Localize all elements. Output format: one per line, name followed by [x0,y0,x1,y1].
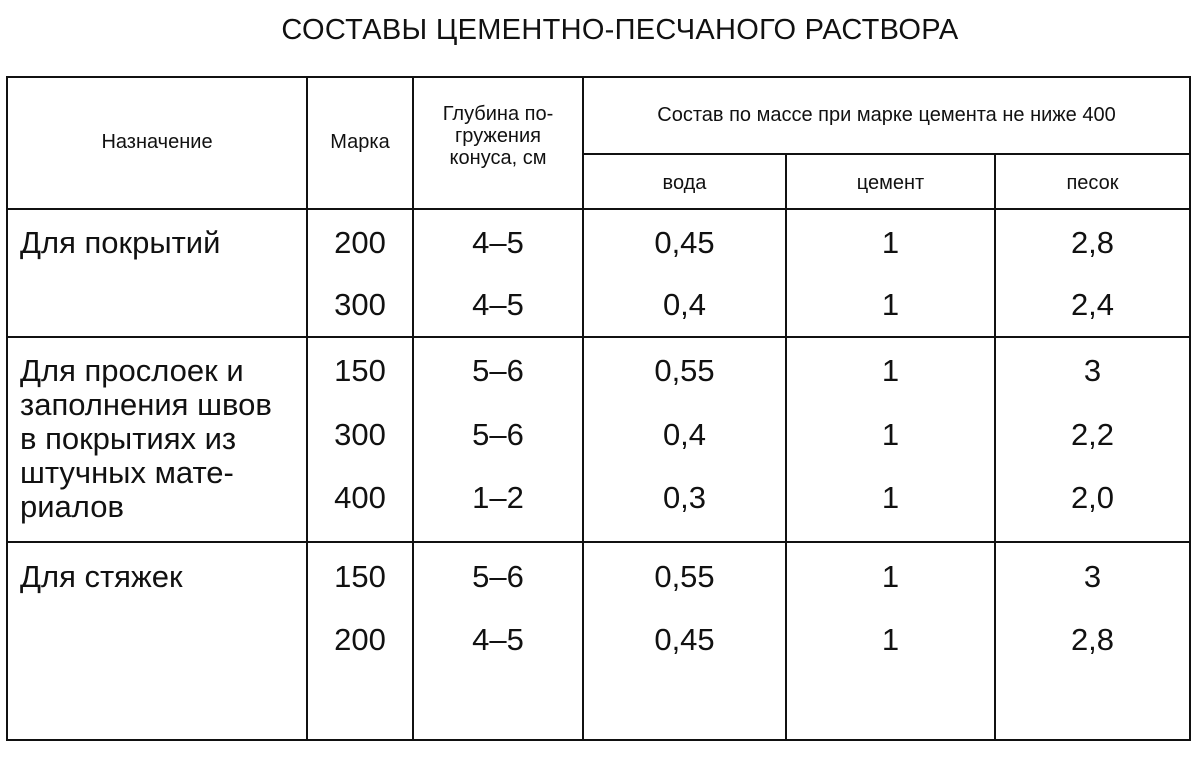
purpose-cell: Для прослоек и заполнения швов в покрытиях из штучных мате- риалов [20,353,272,524]
cement-cell: 1 [881,353,900,388]
depth-cell: 4–5 [472,287,524,322]
depth-cell: 5–6 [472,353,524,388]
grade-cell: 200 [334,622,386,657]
grade-cell: 200 [334,225,386,260]
header-composition: Состав по массе при марке цемента не ниже 400 [657,104,1116,126]
grid-line [6,208,1191,210]
water-cell: 0,3 [662,480,707,515]
sand-cell: 2,8 [1070,225,1115,260]
depth-cell: 4–5 [472,622,524,657]
water-cell: 0,55 [654,559,715,594]
purpose-cell: Для стяжек [20,559,183,594]
header-cone-depth: Глубина по- гружения конуса, см [442,103,554,169]
depth-cell: 1–2 [472,480,524,515]
header-water: вода [662,172,707,194]
water-cell: 0,4 [662,287,707,322]
cement-cell: 1 [881,622,900,657]
sand-cell: 2,8 [1070,622,1115,657]
grid-line [582,153,1191,155]
grade-cell: 300 [334,417,386,452]
sand-cell: 2,2 [1070,417,1115,452]
sand-cell: 2,0 [1070,480,1115,515]
cement-cell: 1 [881,417,900,452]
water-cell: 0,55 [654,353,715,388]
purpose-cell: Для покрытий [20,225,221,260]
water-cell: 0,4 [662,417,707,452]
cement-cell: 1 [881,559,900,594]
grade-cell: 150 [334,353,386,388]
table-title: СОСТАВЫ ЦЕМЕНТНО-ПЕСЧАНОГО РАСТВОРА [281,14,959,46]
depth-cell: 4–5 [472,225,524,260]
sand-cell: 3 [1083,353,1102,388]
sand-cell: 2,4 [1070,287,1115,322]
water-cell: 0,45 [654,622,715,657]
cement-cell: 1 [881,287,900,322]
header-sand: песок [1066,172,1119,194]
header-cement: цемент [856,172,925,194]
header-grade: Марка [330,131,390,153]
sand-cell: 3 [1083,559,1102,594]
cement-cell: 1 [881,225,900,260]
grid-line [6,336,1191,338]
grade-cell: 300 [334,287,386,322]
header-purpose: Назначение [101,131,213,153]
grid-line [6,541,1191,543]
grade-cell: 400 [334,480,386,515]
cement-cell: 1 [881,480,900,515]
depth-cell: 5–6 [472,417,524,452]
water-cell: 0,45 [654,225,715,260]
grade-cell: 150 [334,559,386,594]
depth-cell: 5–6 [472,559,524,594]
